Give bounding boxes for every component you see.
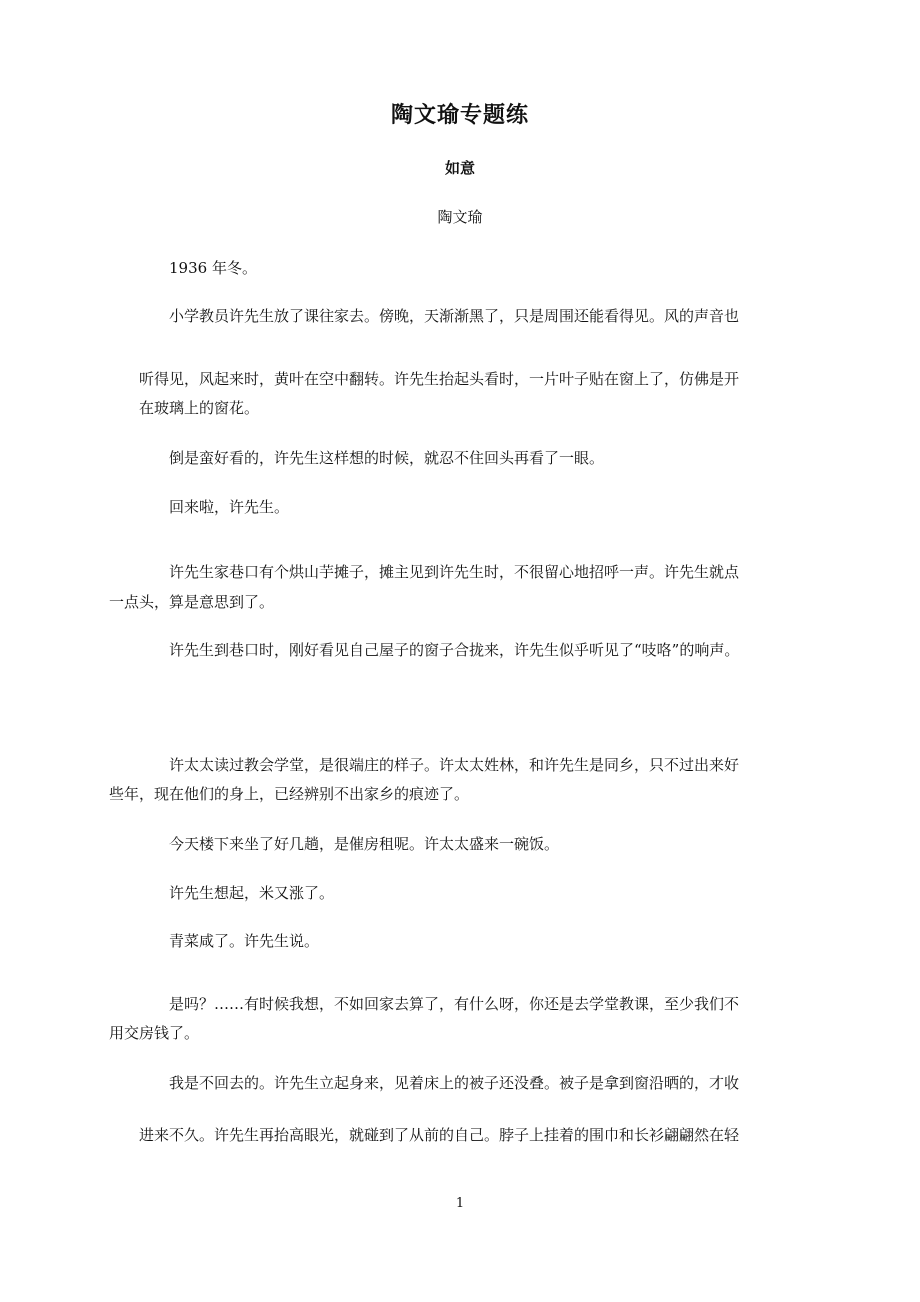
paragraph bbox=[139, 882, 785, 903]
text-line: 听得见，风起来时，黄叶在空中翻转。许先生抬起头看时，一片叶子贴在窗上了，仿佛是开 bbox=[139, 370, 740, 388]
text-line: 是吗？……有时候我想，不如回家去算了，有什么呀，你还是去学堂教课，至少我们不 bbox=[169, 995, 740, 1013]
text-line: 小学教员许先生放了课往家去。傍晚，天渐渐黑了，只是周围还能看得见。风的声音也 bbox=[169, 307, 740, 325]
text-line: 倒是蛮好看的，许先生这样想的时候，就忍不住回头再看了一眼。 bbox=[169, 449, 605, 467]
text-line: 许先生想起，米又涨了。 bbox=[169, 884, 335, 902]
author-name: 陶文瑜 bbox=[437, 208, 483, 226]
paragraph bbox=[139, 1072, 785, 1093]
text-line: 今天楼下来坐了好几趟，是催房租呢。许太太盛来一碗饭。 bbox=[169, 835, 560, 853]
paragraph bbox=[139, 447, 785, 468]
text-line: 青菜咸了。许先生说。 bbox=[169, 932, 320, 950]
paragraph bbox=[139, 305, 785, 326]
paragraph bbox=[139, 365, 785, 423]
paragraph bbox=[139, 496, 785, 517]
paragraph bbox=[139, 639, 785, 660]
paragraph bbox=[109, 557, 785, 617]
text-line: 我是不回去的。许先生立起身来，见着床上的被子还没叠。被子是拿到窗沿晒的，才收 bbox=[169, 1074, 740, 1092]
text-line: 一点头，算是意思到了。 bbox=[109, 593, 275, 611]
paragraph bbox=[139, 833, 785, 854]
text-line: 些年，现在他们的身上，已经辨别不出家乡的痕迹了。 bbox=[109, 785, 470, 803]
page-number: 1 bbox=[455, 1196, 465, 1211]
paragraph bbox=[139, 1124, 785, 1145]
document-title: 陶文瑜专题练 bbox=[390, 102, 529, 128]
text-line: 许先生家巷口有个烘山芋摊子，摊主见到许先生时，不很留心地招呼一声。许先生就点 bbox=[169, 563, 740, 581]
text-line: 1936 年冬。 bbox=[169, 259, 257, 277]
text-line: 回来啦，许先生。 bbox=[169, 498, 290, 516]
paragraph bbox=[109, 990, 785, 1048]
text-line: 在玻璃上的窗花。 bbox=[139, 399, 260, 417]
paragraph bbox=[139, 930, 785, 951]
article-title: 如意 bbox=[444, 159, 475, 177]
text-line: 进来不久。许先生再抬高眼光，就碰到了从前的自己。脖子上挂着的围巾和长衫翩翩然在轻 bbox=[139, 1126, 740, 1144]
text-line: 许先生到巷口时，刚好看见自己屋子的窗子合拢来，许先生似乎听见了“吱咯”的响声。 bbox=[169, 641, 740, 659]
paragraph bbox=[109, 751, 785, 809]
text-line: 许太太读过教会学堂，是很端庄的样子。许太太姓林，和许先生是同乡，只不过出来好 bbox=[169, 756, 740, 774]
text-line: 用交房钱了。 bbox=[109, 1024, 200, 1042]
paragraph bbox=[139, 257, 785, 278]
